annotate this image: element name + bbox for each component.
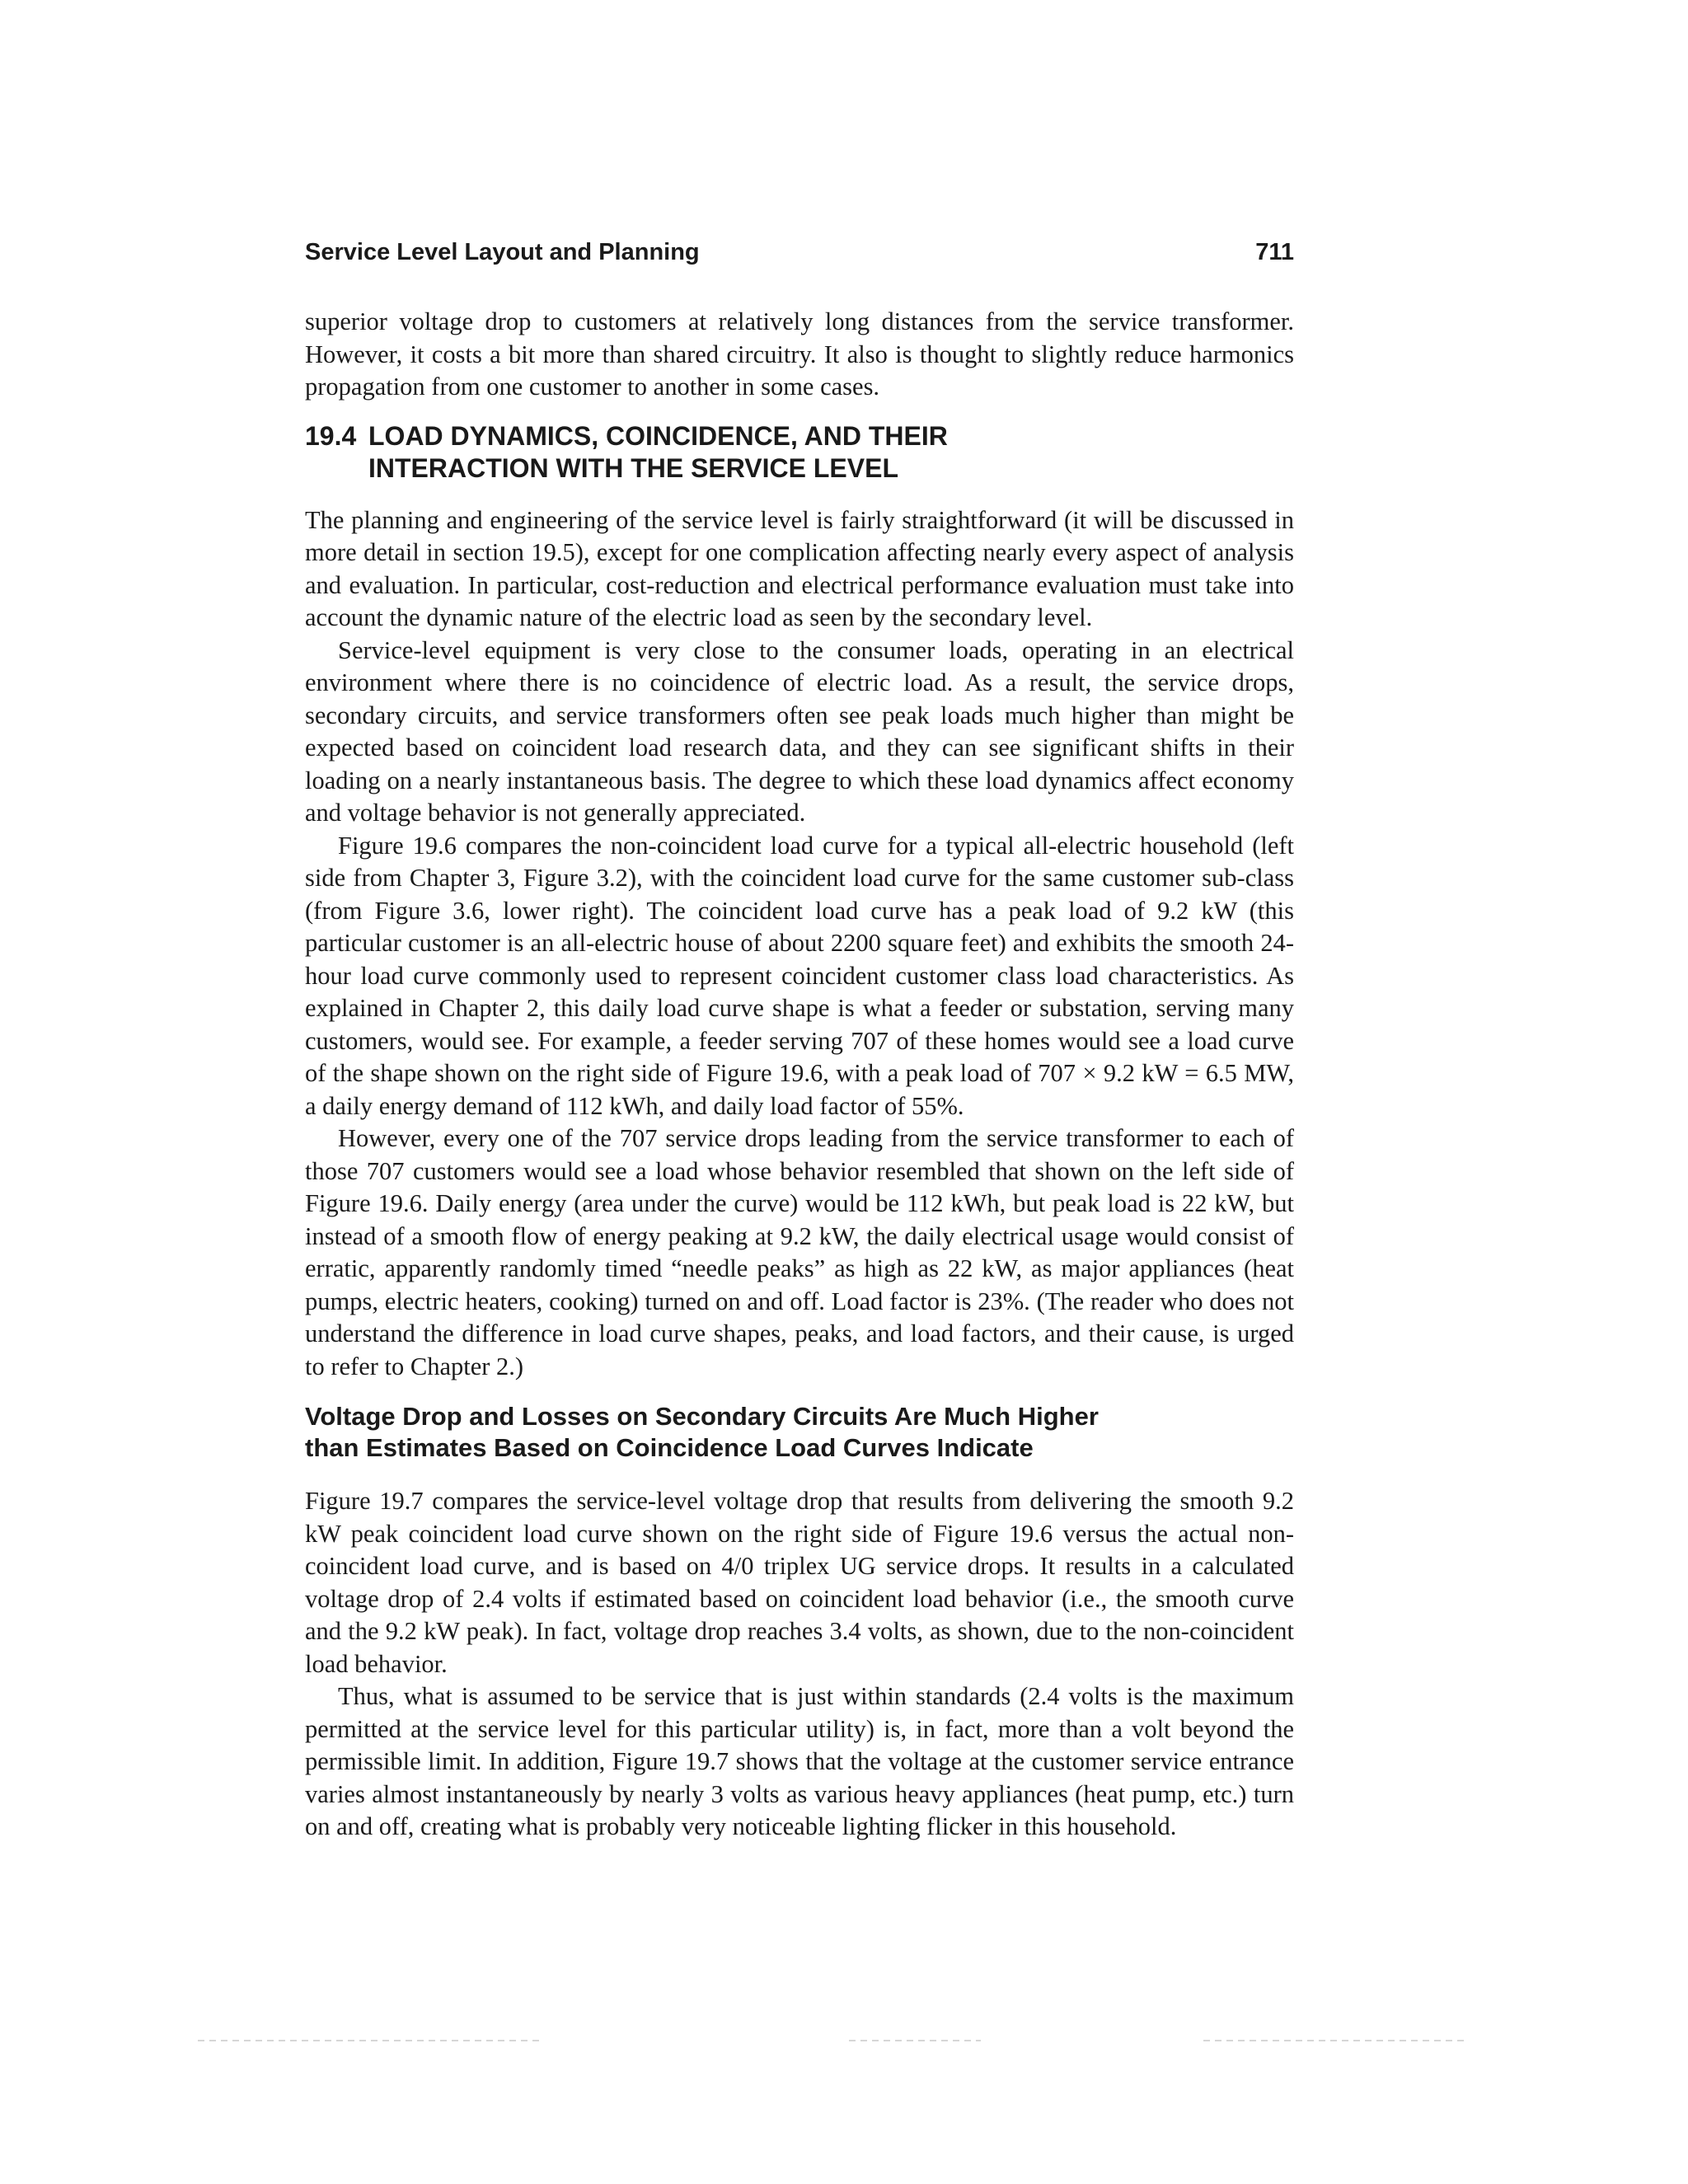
paragraph: Figure 19.6 compares the non-coincident load curve for a typical all-electric household (left side from Chapter 3, Figure 3.2), with the coincident load curve for the same customer sub-class (from Figure 3.6, lower right). The coincident load curve has a peak load of 9.2 kW (this particular customer is an all-electric house of about 2200 square feet) and exhibits the smooth 24-hour load curve commonly used to represent coincident customer class load characteristics. As explained in Chapter 2, this daily load curve shape is what a feeder or substation, serving many customers, would see. For example, a feeder serving 707 of these homes would see a load curve of the shape shown on the right side of Figure 19.6, with a peak load of 707 × 9.2 kW = 6.5 MW, a daily energy demand of 112 kWh, and daily load factor of 55%. xyxy=(305,831,1294,1120)
paragraph: Figure 19.7 compares the service-level voltage drop that results from delivering the smooth 9.2 kW peak coincident load curve shown on the right side of Figure 19.6 versus the actual non-coincident load curve, and is based on 4/0 triplex UG service drops. It results in a calculated voltage drop of 2.4 volts if estimated based on coincident load behavior (i.e., the smooth curve and the 9.2 kW peak). In fact, voltage drop reaches 3.4 volts, as shown, due to the non-coincident load behavior. xyxy=(305,1487,1294,1678)
book-page xyxy=(305,239,1294,1844)
scan-artifact-line xyxy=(1203,2040,1467,2041)
running-title: Service Level Layout and Planning xyxy=(305,239,700,265)
paragraph-continued: superior voltage drop to customers at relatively long distances from the service transformer. However, it costs a bit more than shared circuitry. It also is thought to slightly reduce harmonics propagation from one customer to another in some cases. xyxy=(305,307,1294,401)
section-title-line2: INTERACTION WITH THE SERVICE LEVEL xyxy=(368,452,898,483)
paragraph: Service-level equipment is very close to the consumer loads, operating in an electrical environment where there is no coincidence of electric load. As a result, the service drops, secondary circuits, and service transformers often see peak loads much higher than might be expected based on coincident load research data, and they can see significant shifts in their loading on a nearly instantaneous basis. The degree to which these load dynamics affect economy and voltage behavior is not generally appreciated. xyxy=(305,635,1294,827)
running-header xyxy=(305,239,1294,266)
section-heading xyxy=(305,420,1294,485)
section-number: 19.4 xyxy=(305,420,357,451)
paragraph: However, every one of the 707 service drops leading from the service transformer to each of those 707 customers would see a load whose behavior resembled that shown on the left side of Figure 19.6. Daily energy (area under the curve) would be 112 kWh, but peak load is 22 kW, but instead of a smooth flow of energy peaking at 9.2 kW, the daily electrical usage would consist of erratic, apparently randomly timed “needle peaks” as high as 22 kW, as major appliances (heat pumps, electric heaters, cooking) turned on and off. Load factor is 23%. (The reader who does not understand the difference in load curve shapes, peaks, and load factors, and their cause, is urged to refer to Chapter 2.) xyxy=(305,1124,1294,1380)
subsection-heading xyxy=(305,1401,1170,1464)
subsection-title-line1: Voltage Drop and Losses on Secondary Circuits Are Much Higher xyxy=(305,1402,1099,1431)
subsection-title-line2: than Estimates Based on Coincidence Load Curves Indicate xyxy=(305,1433,1034,1462)
section-title-line1: LOAD DYNAMICS, COINCIDENCE, AND THEIR xyxy=(368,420,948,451)
paragraph: Thus, what is assumed to be service that is just within standards (2.4 volts is the maximum permitted at the service level for this particular utility) is, in fact, more than a volt beyond the permissible limit. In addition, Figure 19.7 shows that the voltage at the customer service entrance varies almost instantaneously by nearly 3 volts as various heavy appliances (heat pump, etc.) turn on and off, creating what is probably very noticeable lighting flicker in this household. xyxy=(305,1682,1294,1840)
page-number: 711 xyxy=(1255,239,1294,265)
paragraph: The planning and engineering of the service level is fairly straightforward (it will be discussed in more detail in section 19.5), except for one complication affecting nearly every aspect of analysis and evaluation. In particular, cost-reduction and electrical performance evaluation must take into account the dynamic nature of the electric load as seen by the secondary level. xyxy=(305,505,1294,631)
scan-artifact-line xyxy=(849,2040,981,2041)
section-title xyxy=(368,420,1294,485)
scan-artifact-line xyxy=(198,2040,544,2041)
